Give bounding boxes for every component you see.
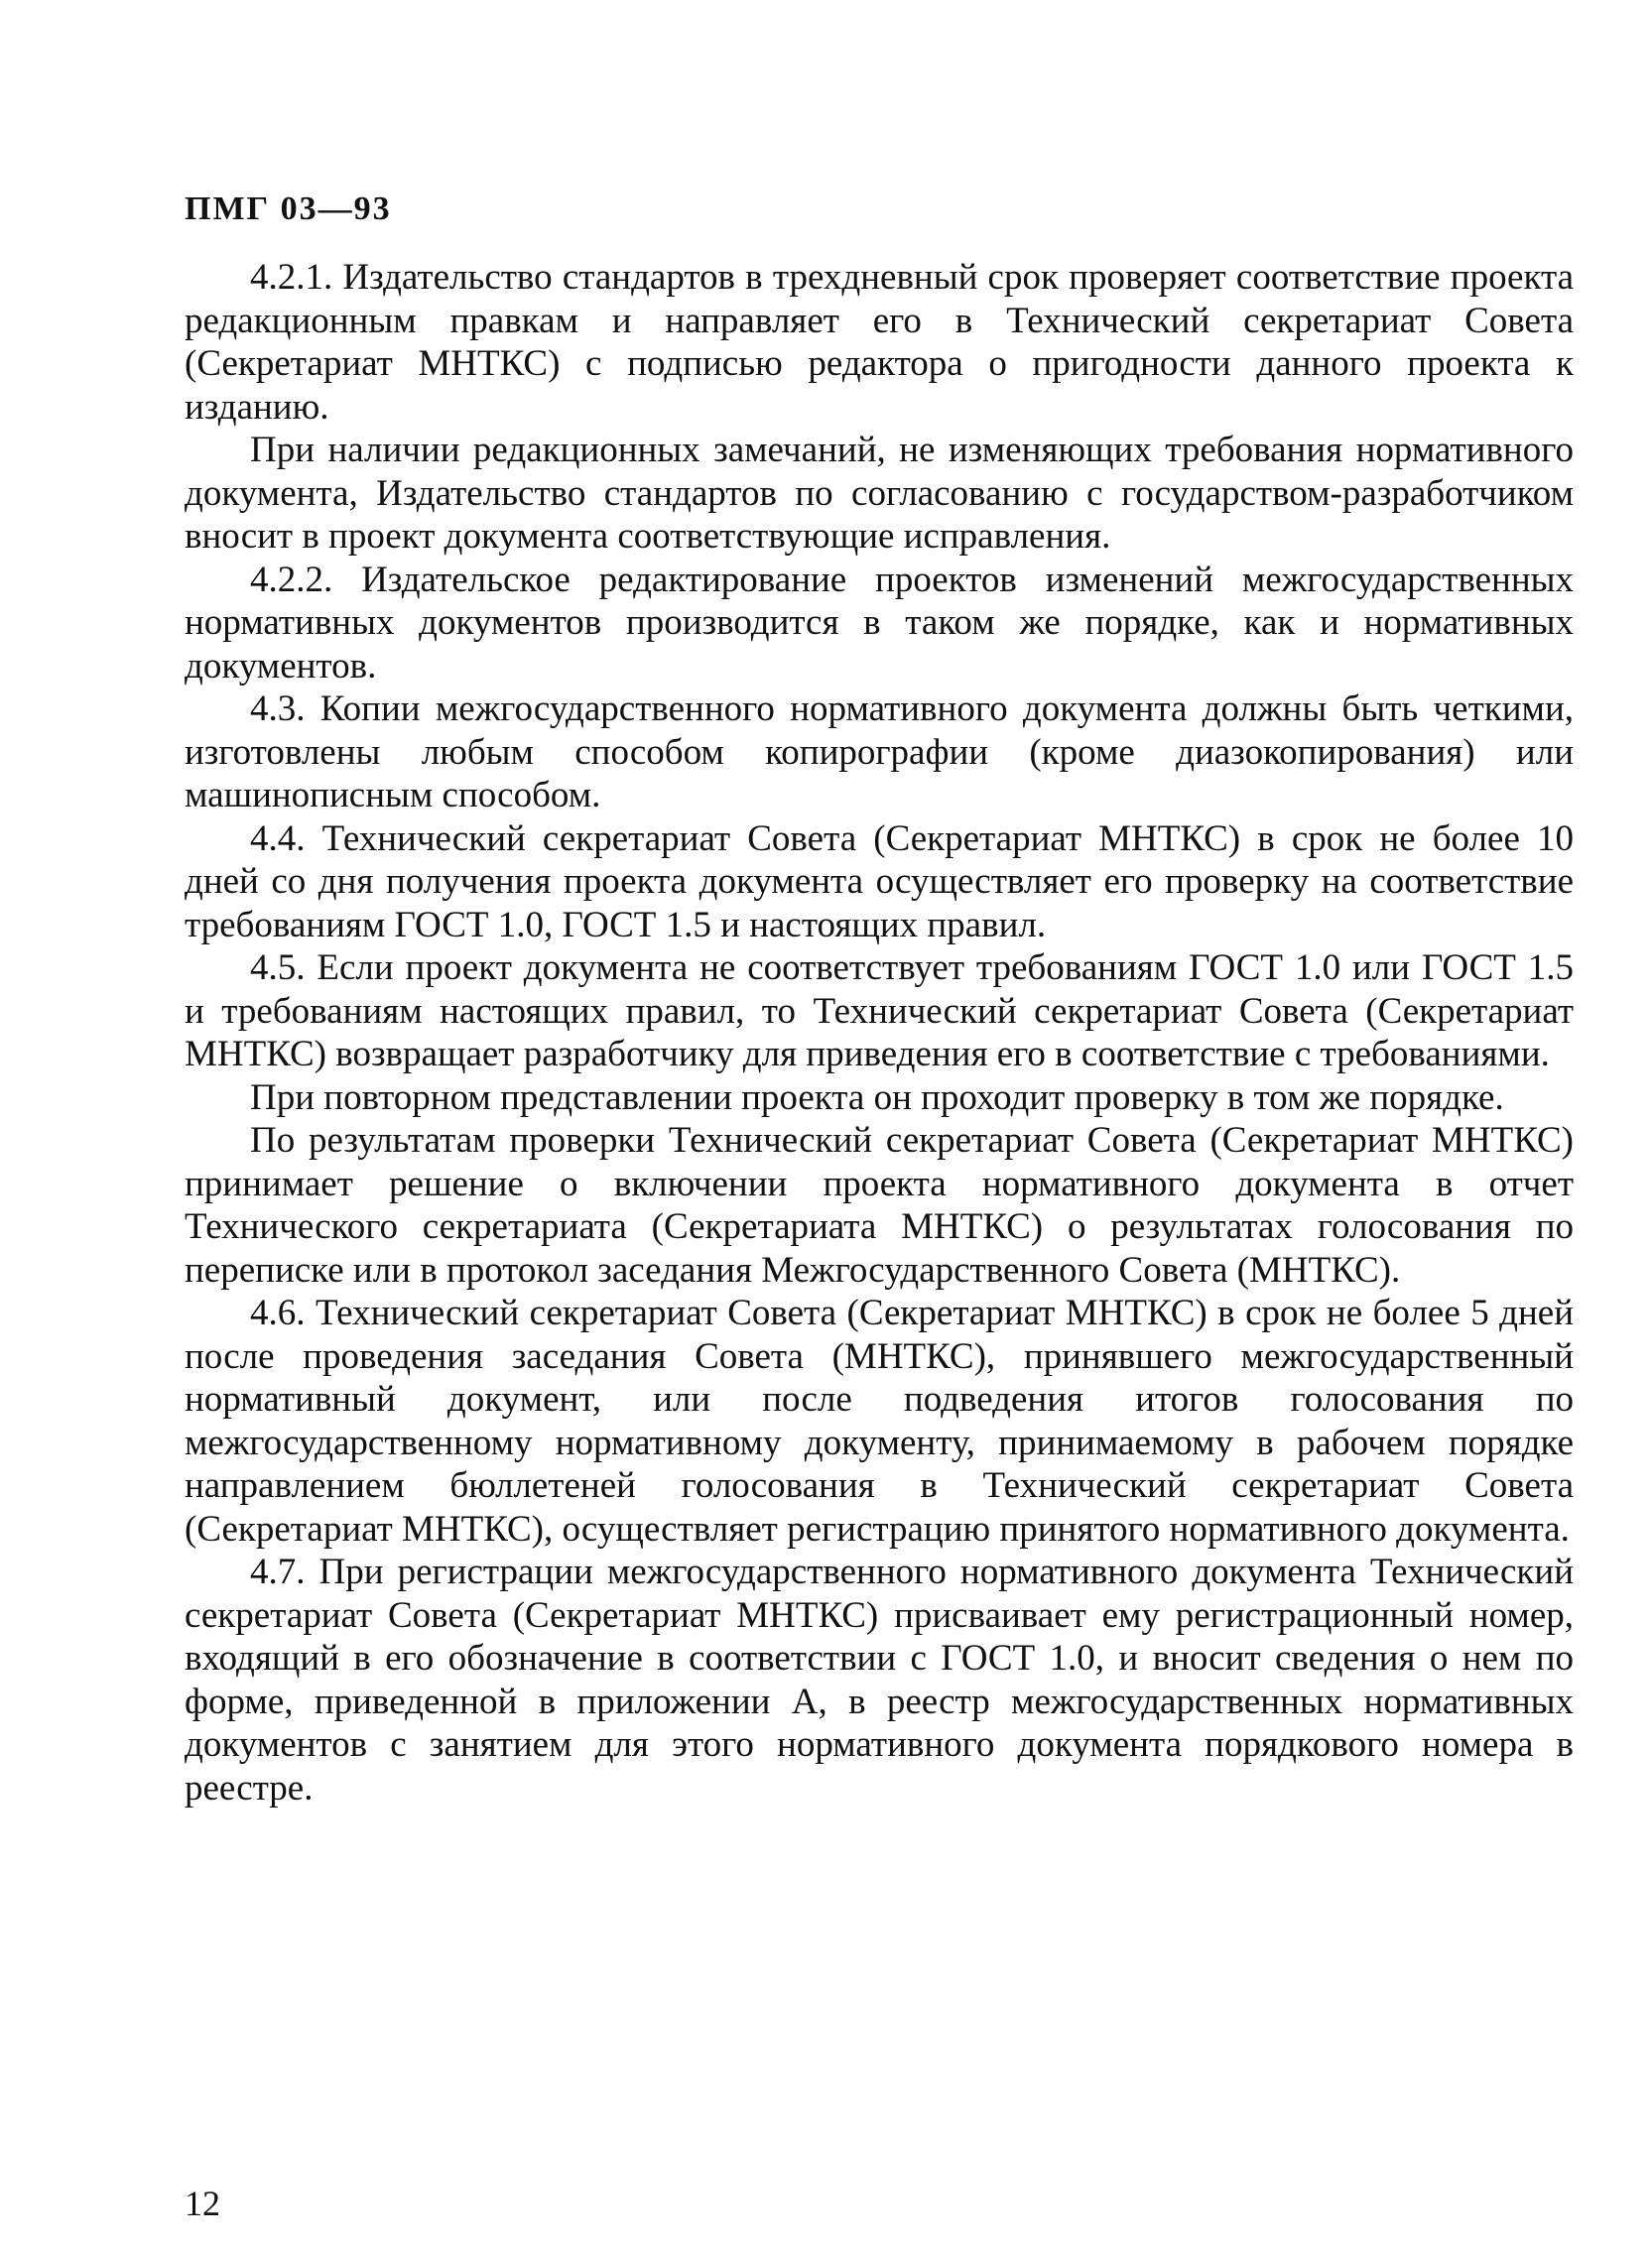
paragraph-editorial-remarks: При наличии редакционных замечаний, не изменяющих требования нормативного документа, Издательство стандартов по согласованию с государством-разработчиком вносит в проект документа соответствующие исправления. [185, 430, 1574, 557]
paragraph-4-4: 4.4. Технический секретариат Совета (Секретариат МНТКС) в срок не более 10 дней со дня получения проекта документа осуществляет его проверку на соответствие требованиям ГОСТ 1.0, ГОСТ 1.5 и настоящих правил. [185, 817, 1574, 945]
paragraph-4-2-2: 4.2.2. Издательское редактирование проектов изменений межгосударственных нормативных документов производится в таком же порядке, как и нормативных документов. [185, 559, 1574, 687]
paragraph-4-6: 4.6. Технический секретариат Совета (Секретариат МНТКС) в срок не более 5 дней после проведения заседания Совета (МНТКС), принявшего межгосударственный нормативный документ, или после подведения итогов голосования по межгосударственному нормативному документу, принимаемому в рабочем порядке направлением бюллетеней голосования в Технический секретариат Совета (Секретариат МНТКС), осуществляет регистрацию принятого нормативного документа. [185, 1293, 1574, 1550]
paragraph-4-3: 4.3. Копии межгосударственного нормативного документа должны быть четкими, изготовлены любым способом копирографии (кроме диазокопирования) или машинописным способом. [185, 688, 1574, 815]
paragraph-4-7: 4.7. При регистрации межгосударственного нормативного документа Технический секретариат Совета (Секретариат МНТКС) присваивает ему регистрационный номер, входящий в его обозначение в соответствии с ГОСТ 1.0, и вносит сведения о нем по форме, приведенной в приложении А, в реестр межгосударственных нормативных документов с занятием для этого нормативного документа порядкового номера в реестре. [185, 1552, 1574, 1809]
paragraph-4-2-1: 4.2.1. Издательство стандартов в трехдневный срок проверяет соответствие проекта редакционным правкам и направляет его в Технический секретариат Совета (Секретариат МНТКС) с подписью редактора о пригодности данного проекта к изданию. [185, 257, 1574, 428]
paragraph-check-results: По результатам проверки Технический секретариат Совета (Секретариат МНТКС) принимает решение о включении проекта нормативного документа в отчет Технического секретариата (Секретариата МНТКС) о результатах голосования по переписке или в протокол заседания Межгосударственного Совета (МНТКС). [185, 1120, 1574, 1291]
document-body [185, 256, 1574, 1810]
document-code-header: ПМГ 03—93 [185, 190, 392, 227]
paragraph-4-5: 4.5. Если проект документа не соответствует требованиям ГОСТ 1.0 или ГОСТ 1.5 и требованиям настоящих правил, то Технический секретариат Совета (Секретариат МНТКС) возвращает разработчику для приведения его в соответствие с требованиями. [185, 947, 1574, 1074]
page-number: 12 [185, 2184, 220, 2223]
paragraph-resubmission: При повторном представлении проекта он проходит проверку в том же порядке. [250, 1076, 1504, 1118]
